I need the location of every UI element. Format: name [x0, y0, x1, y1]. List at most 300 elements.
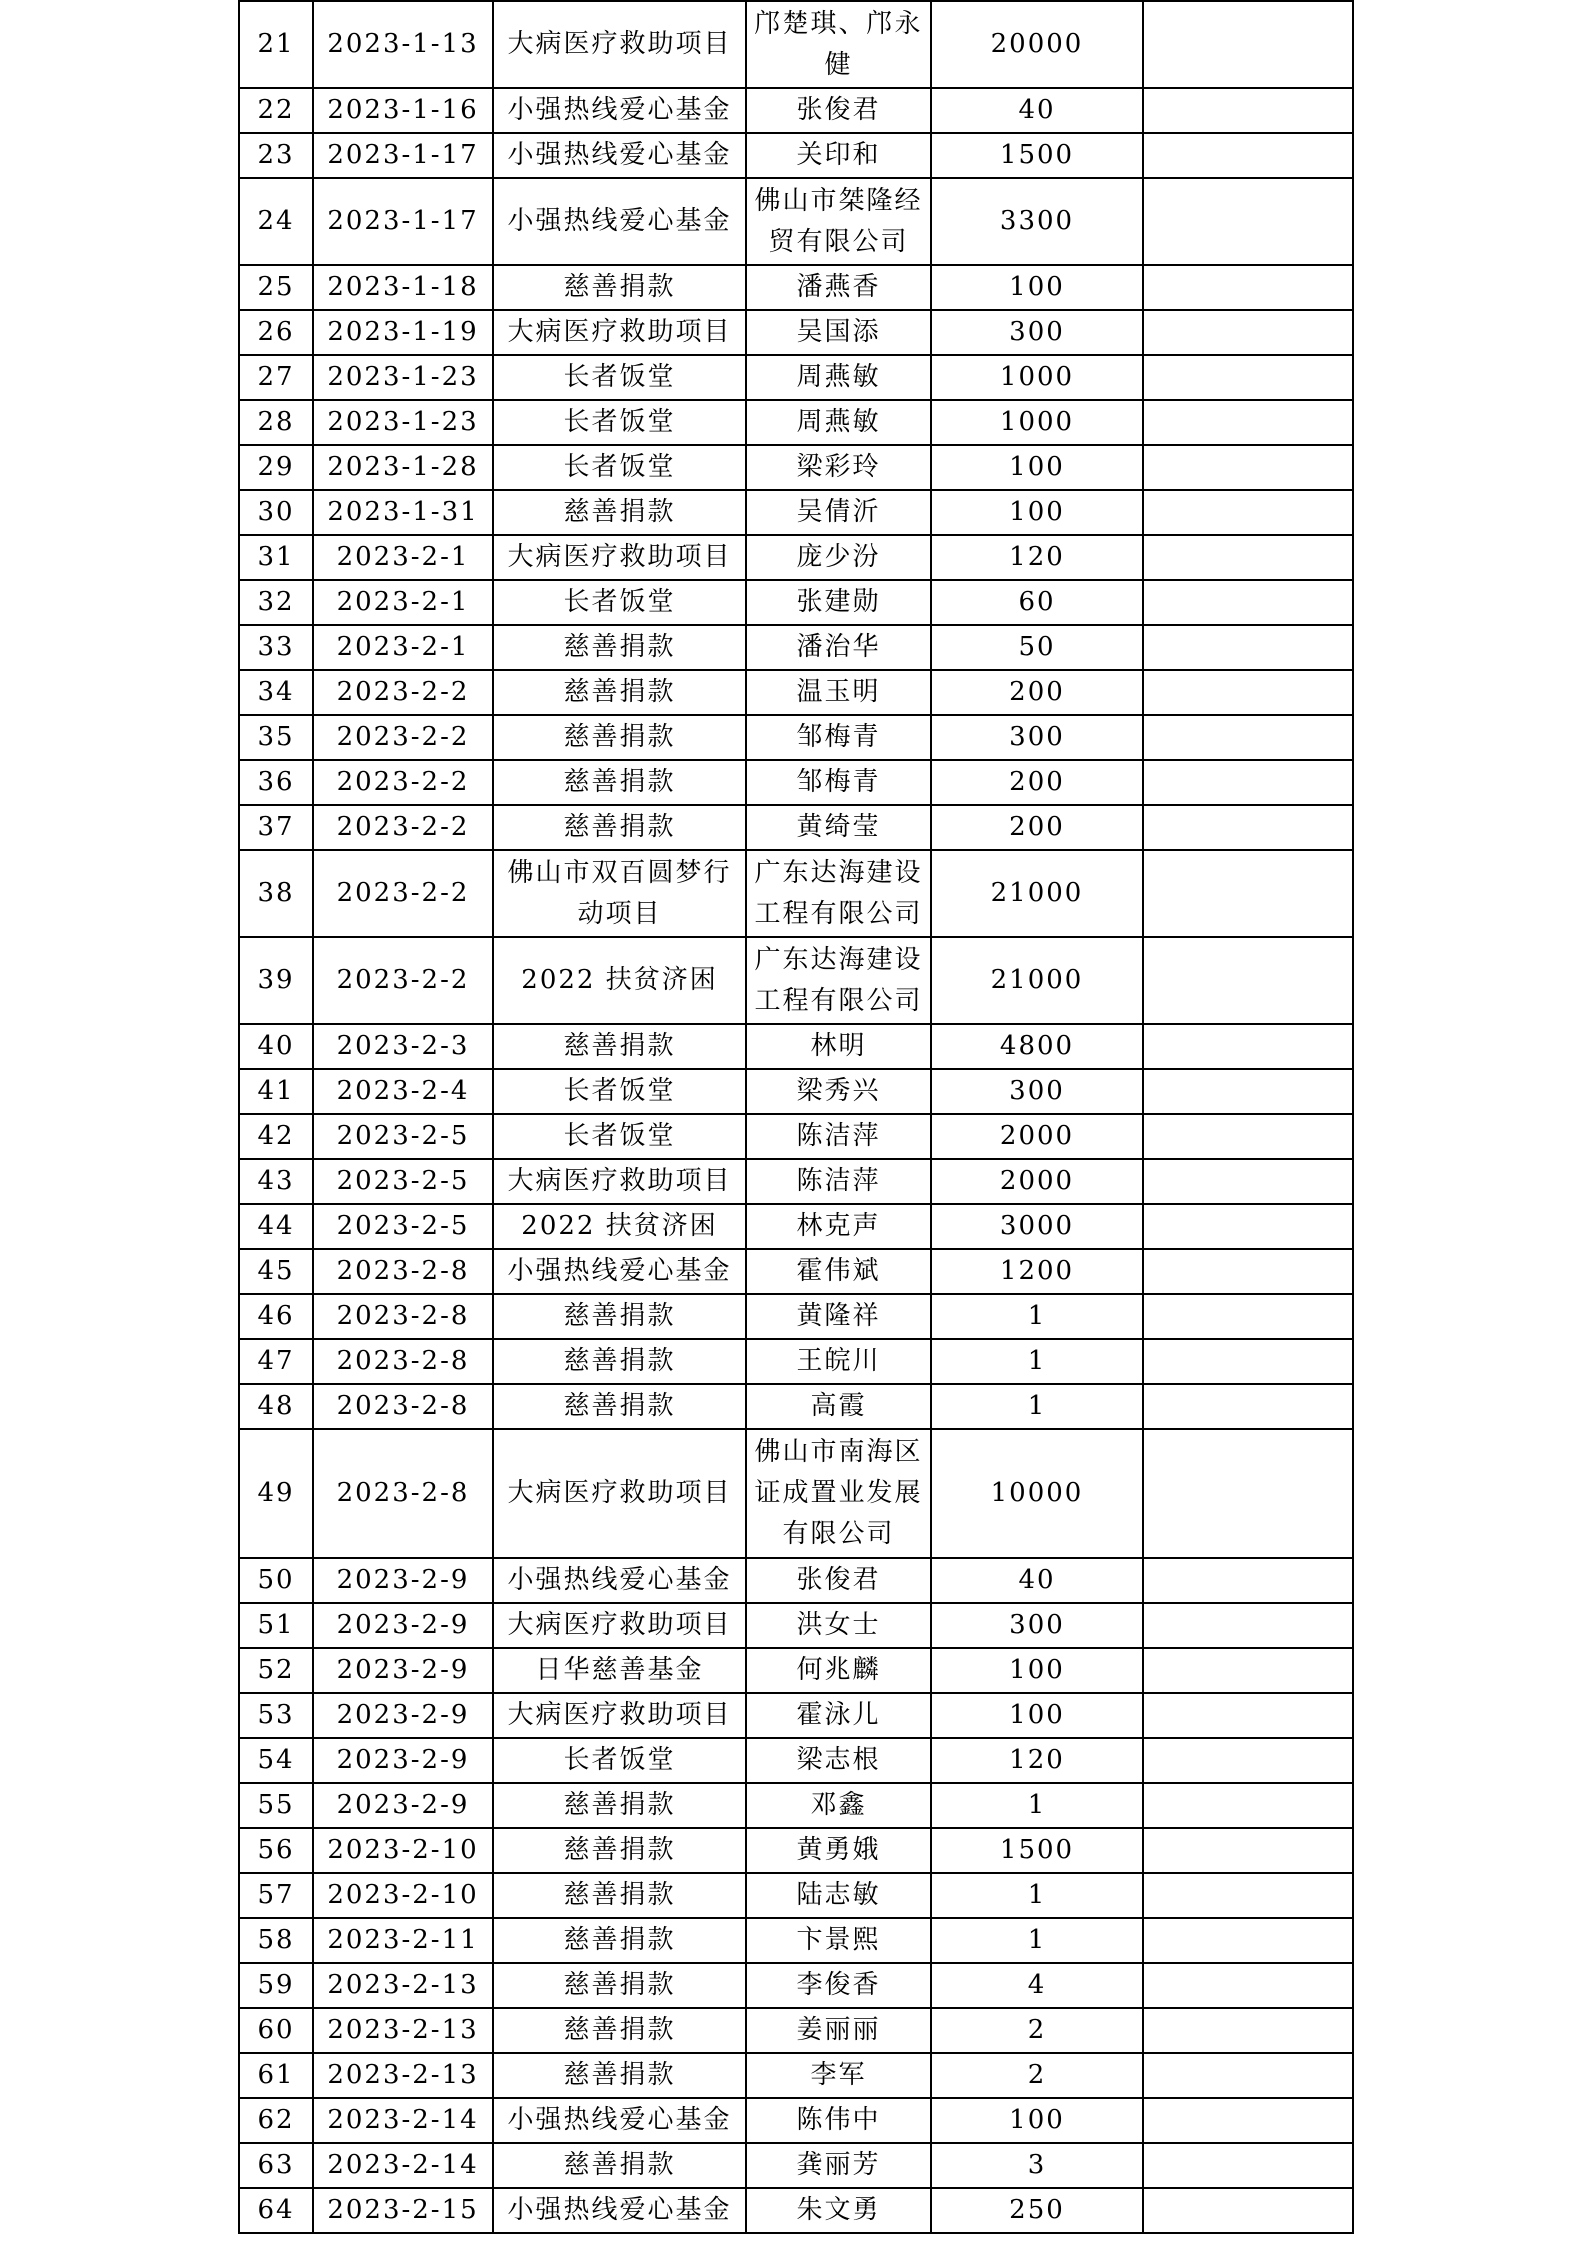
date-cell: 2023-1-19 — [313, 310, 493, 355]
date-cell: 2023-1-18 — [313, 265, 493, 310]
note-cell — [1143, 1204, 1353, 1249]
row-number-cell: 49 — [239, 1429, 313, 1558]
donor-cell: 梁彩玲 — [746, 445, 931, 490]
donor-cell: 邓鑫 — [746, 1783, 931, 1828]
donor-cell: 黄勇娥 — [746, 1828, 931, 1873]
note-cell — [1143, 2188, 1353, 2233]
row-number-cell: 26 — [239, 310, 313, 355]
note-cell — [1143, 1648, 1353, 1693]
table-row — [239, 1693, 1353, 1738]
amount-cell: 1 — [931, 1339, 1143, 1384]
table-row — [239, 670, 1353, 715]
date-cell: 2023-2-2 — [313, 715, 493, 760]
table-row — [239, 178, 1353, 265]
row-number-cell: 53 — [239, 1693, 313, 1738]
date-cell: 2023-2-1 — [313, 535, 493, 580]
table-row — [239, 715, 1353, 760]
row-number-cell: 31 — [239, 535, 313, 580]
amount-cell: 40 — [931, 88, 1143, 133]
row-number-cell: 29 — [239, 445, 313, 490]
row-number-cell: 46 — [239, 1294, 313, 1339]
project-cell: 慈善捐款 — [493, 265, 746, 310]
table-row — [239, 355, 1353, 400]
note-cell — [1143, 1783, 1353, 1828]
donor-cell: 龚丽芳 — [746, 2143, 931, 2188]
note-cell — [1143, 1159, 1353, 1204]
row-number-cell: 27 — [239, 355, 313, 400]
table-row — [239, 445, 1353, 490]
table-row — [239, 1783, 1353, 1828]
table-row — [239, 580, 1353, 625]
note-cell — [1143, 1, 1353, 88]
date-cell: 2023-1-16 — [313, 88, 493, 133]
amount-cell: 20000 — [931, 1, 1143, 88]
table-row — [239, 2008, 1353, 2053]
date-cell: 2023-2-2 — [313, 760, 493, 805]
amount-cell: 3300 — [931, 178, 1143, 265]
table-row — [239, 1828, 1353, 1873]
amount-cell: 200 — [931, 760, 1143, 805]
amount-cell: 300 — [931, 1069, 1143, 1114]
note-cell — [1143, 88, 1353, 133]
donor-cell: 梁志根 — [746, 1738, 931, 1783]
project-cell: 长者饭堂 — [493, 355, 746, 400]
donor-cell: 张俊君 — [746, 1558, 931, 1603]
note-cell — [1143, 1114, 1353, 1159]
table-row — [239, 760, 1353, 805]
table-row — [239, 1873, 1353, 1918]
date-cell: 2023-2-8 — [313, 1384, 493, 1429]
donor-cell: 张建勋 — [746, 580, 931, 625]
note-cell — [1143, 1294, 1353, 1339]
project-cell: 慈善捐款 — [493, 1294, 746, 1339]
project-cell: 慈善捐款 — [493, 1339, 746, 1384]
amount-cell: 120 — [931, 535, 1143, 580]
date-cell: 2023-2-11 — [313, 1918, 493, 1963]
amount-cell: 10000 — [931, 1429, 1143, 1558]
note-cell — [1143, 1069, 1353, 1114]
donor-cell: 陈伟中 — [746, 2098, 931, 2143]
amount-cell: 3000 — [931, 1204, 1143, 1249]
row-number-cell: 30 — [239, 490, 313, 535]
project-cell: 2022 扶贫济困 — [493, 937, 746, 1024]
row-number-cell: 55 — [239, 1783, 313, 1828]
date-cell: 2023-2-8 — [313, 1249, 493, 1294]
donor-cell: 洪女士 — [746, 1603, 931, 1648]
amount-cell: 1200 — [931, 1249, 1143, 1294]
donor-cell: 卞景熙 — [746, 1918, 931, 1963]
row-number-cell: 48 — [239, 1384, 313, 1429]
donor-cell: 吴倩沂 — [746, 490, 931, 535]
donor-cell: 梁秀兴 — [746, 1069, 931, 1114]
amount-cell: 100 — [931, 445, 1143, 490]
row-number-cell: 23 — [239, 133, 313, 178]
table-row — [239, 2098, 1353, 2143]
date-cell: 2023-2-2 — [313, 670, 493, 715]
table-row — [239, 265, 1353, 310]
date-cell: 2023-2-8 — [313, 1294, 493, 1339]
row-number-cell: 45 — [239, 1249, 313, 1294]
date-cell: 2023-2-15 — [313, 2188, 493, 2233]
row-number-cell: 34 — [239, 670, 313, 715]
table-row — [239, 937, 1353, 1024]
project-cell: 大病医疗救助项目 — [493, 1429, 746, 1558]
donor-cell: 黄隆祥 — [746, 1294, 931, 1339]
project-cell: 慈善捐款 — [493, 625, 746, 670]
donor-cell: 陈洁萍 — [746, 1159, 931, 1204]
project-cell: 慈善捐款 — [493, 670, 746, 715]
row-number-cell: 42 — [239, 1114, 313, 1159]
donor-cell: 温玉明 — [746, 670, 931, 715]
project-cell: 长者饭堂 — [493, 580, 746, 625]
date-cell: 2023-2-14 — [313, 2098, 493, 2143]
project-cell: 大病医疗救助项目 — [493, 1159, 746, 1204]
note-cell — [1143, 1429, 1353, 1558]
donor-cell: 霍泳儿 — [746, 1693, 931, 1738]
note-cell — [1143, 265, 1353, 310]
row-number-cell: 41 — [239, 1069, 313, 1114]
table-row — [239, 1738, 1353, 1783]
table-row — [239, 1384, 1353, 1429]
amount-cell: 2000 — [931, 1114, 1143, 1159]
amount-cell: 2 — [931, 2053, 1143, 2098]
date-cell: 2023-2-5 — [313, 1114, 493, 1159]
project-cell: 大病医疗救助项目 — [493, 310, 746, 355]
note-cell — [1143, 1024, 1353, 1069]
date-cell: 2023-2-13 — [313, 2053, 493, 2098]
table-row — [239, 1558, 1353, 1603]
table-row — [239, 490, 1353, 535]
note-cell — [1143, 2098, 1353, 2143]
project-cell: 慈善捐款 — [493, 490, 746, 535]
table-row — [239, 1, 1353, 88]
amount-cell: 40 — [931, 1558, 1143, 1603]
amount-cell: 1500 — [931, 133, 1143, 178]
row-number-cell: 28 — [239, 400, 313, 445]
date-cell: 2023-2-4 — [313, 1069, 493, 1114]
project-cell: 小强热线爱心基金 — [493, 1249, 746, 1294]
row-number-cell: 59 — [239, 1963, 313, 2008]
amount-cell: 1 — [931, 1783, 1143, 1828]
table-row — [239, 805, 1353, 850]
date-cell: 2023-2-9 — [313, 1738, 493, 1783]
table-row — [239, 1339, 1353, 1384]
table-row — [239, 88, 1353, 133]
note-cell — [1143, 310, 1353, 355]
date-cell: 2023-1-17 — [313, 178, 493, 265]
amount-cell: 2000 — [931, 1159, 1143, 1204]
donor-cell: 吴国添 — [746, 310, 931, 355]
date-cell: 2023-1-23 — [313, 400, 493, 445]
donor-cell: 广东达海建设工程有限公司 — [746, 850, 931, 937]
date-cell: 2023-2-2 — [313, 805, 493, 850]
note-cell — [1143, 400, 1353, 445]
project-cell: 小强热线爱心基金 — [493, 88, 746, 133]
project-cell: 小强热线爱心基金 — [493, 2188, 746, 2233]
table-row — [239, 1963, 1353, 2008]
table-row — [239, 1648, 1353, 1693]
date-cell: 2023-2-2 — [313, 850, 493, 937]
note-cell — [1143, 1558, 1353, 1603]
amount-cell: 100 — [931, 2098, 1143, 2143]
amount-cell: 4800 — [931, 1024, 1143, 1069]
row-number-cell: 37 — [239, 805, 313, 850]
project-cell: 长者饭堂 — [493, 1069, 746, 1114]
donor-cell: 高霞 — [746, 1384, 931, 1429]
table-row — [239, 133, 1353, 178]
project-cell: 佛山市双百圆梦行动项目 — [493, 850, 746, 937]
table-row — [239, 1159, 1353, 1204]
project-cell: 慈善捐款 — [493, 1963, 746, 2008]
date-cell: 2023-2-1 — [313, 625, 493, 670]
row-number-cell: 21 — [239, 1, 313, 88]
date-cell: 2023-2-2 — [313, 937, 493, 1024]
row-number-cell: 57 — [239, 1873, 313, 1918]
amount-cell: 300 — [931, 310, 1143, 355]
amount-cell: 21000 — [931, 937, 1143, 1024]
donation-table — [238, 0, 1354, 2234]
donation-table-body — [239, 1, 1353, 2233]
table-row — [239, 1024, 1353, 1069]
row-number-cell: 63 — [239, 2143, 313, 2188]
row-number-cell: 54 — [239, 1738, 313, 1783]
donor-cell: 潘燕香 — [746, 265, 931, 310]
note-cell — [1143, 1963, 1353, 2008]
note-cell — [1143, 1693, 1353, 1738]
donor-cell: 广东达海建设工程有限公司 — [746, 937, 931, 1024]
note-cell — [1143, 1603, 1353, 1648]
row-number-cell: 39 — [239, 937, 313, 1024]
date-cell: 2023-2-8 — [313, 1429, 493, 1558]
row-number-cell: 60 — [239, 2008, 313, 2053]
row-number-cell: 64 — [239, 2188, 313, 2233]
date-cell: 2023-2-10 — [313, 1873, 493, 1918]
amount-cell: 200 — [931, 670, 1143, 715]
project-cell: 慈善捐款 — [493, 715, 746, 760]
note-cell — [1143, 445, 1353, 490]
date-cell: 2023-2-8 — [313, 1339, 493, 1384]
project-cell: 慈善捐款 — [493, 1918, 746, 1963]
donor-cell: 潘治华 — [746, 625, 931, 670]
row-number-cell: 40 — [239, 1024, 313, 1069]
amount-cell: 21000 — [931, 850, 1143, 937]
table-row — [239, 1249, 1353, 1294]
note-cell — [1143, 2008, 1353, 2053]
project-cell: 长者饭堂 — [493, 1738, 746, 1783]
donor-cell: 姜丽丽 — [746, 2008, 931, 2053]
date-cell: 2023-1-31 — [313, 490, 493, 535]
row-number-cell: 24 — [239, 178, 313, 265]
date-cell: 2023-2-9 — [313, 1603, 493, 1648]
donor-cell: 邹梅青 — [746, 715, 931, 760]
amount-cell: 50 — [931, 625, 1143, 670]
donor-cell: 朱文勇 — [746, 2188, 931, 2233]
table-row — [239, 1294, 1353, 1339]
date-cell: 2023-2-3 — [313, 1024, 493, 1069]
amount-cell: 1 — [931, 1294, 1143, 1339]
table-row — [239, 1918, 1353, 1963]
date-cell: 2023-1-13 — [313, 1, 493, 88]
donor-cell: 邹梅青 — [746, 760, 931, 805]
row-number-cell: 47 — [239, 1339, 313, 1384]
note-cell — [1143, 625, 1353, 670]
project-cell: 小强热线爱心基金 — [493, 133, 746, 178]
note-cell — [1143, 850, 1353, 937]
donor-cell: 林明 — [746, 1024, 931, 1069]
table-row — [239, 1603, 1353, 1648]
note-cell — [1143, 1873, 1353, 1918]
row-number-cell: 35 — [239, 715, 313, 760]
note-cell — [1143, 670, 1353, 715]
amount-cell: 250 — [931, 2188, 1143, 2233]
amount-cell: 1500 — [931, 1828, 1143, 1873]
amount-cell: 100 — [931, 1648, 1143, 1693]
date-cell: 2023-2-5 — [313, 1159, 493, 1204]
project-cell: 2022 扶贫济困 — [493, 1204, 746, 1249]
donor-cell: 何兆麟 — [746, 1648, 931, 1693]
amount-cell: 3 — [931, 2143, 1143, 2188]
project-cell: 大病医疗救助项目 — [493, 1693, 746, 1738]
project-cell: 慈善捐款 — [493, 1828, 746, 1873]
donor-cell: 周燕敏 — [746, 355, 931, 400]
amount-cell: 1000 — [931, 355, 1143, 400]
row-number-cell: 33 — [239, 625, 313, 670]
table-row — [239, 535, 1353, 580]
amount-cell: 1000 — [931, 400, 1143, 445]
amount-cell: 100 — [931, 1693, 1143, 1738]
table-row — [239, 2188, 1353, 2233]
amount-cell: 1 — [931, 1873, 1143, 1918]
amount-cell: 100 — [931, 490, 1143, 535]
donor-cell: 张俊君 — [746, 88, 931, 133]
note-cell — [1143, 1828, 1353, 1873]
donor-cell: 陈洁萍 — [746, 1114, 931, 1159]
table-row — [239, 2143, 1353, 2188]
amount-cell: 1 — [931, 1918, 1143, 1963]
row-number-cell: 44 — [239, 1204, 313, 1249]
date-cell: 2023-2-1 — [313, 580, 493, 625]
project-cell: 小强热线爱心基金 — [493, 178, 746, 265]
date-cell: 2023-2-9 — [313, 1558, 493, 1603]
note-cell — [1143, 2143, 1353, 2188]
amount-cell: 100 — [931, 265, 1143, 310]
note-cell — [1143, 760, 1353, 805]
date-cell: 2023-1-23 — [313, 355, 493, 400]
amount-cell: 1 — [931, 1384, 1143, 1429]
donor-cell: 佛山市桀隆经贸有限公司 — [746, 178, 931, 265]
donor-cell: 陆志敏 — [746, 1873, 931, 1918]
note-cell — [1143, 133, 1353, 178]
note-cell — [1143, 355, 1353, 400]
amount-cell: 200 — [931, 805, 1143, 850]
row-number-cell: 32 — [239, 580, 313, 625]
donor-cell: 周燕敏 — [746, 400, 931, 445]
project-cell: 慈善捐款 — [493, 760, 746, 805]
date-cell: 2023-2-13 — [313, 1963, 493, 2008]
date-cell: 2023-2-9 — [313, 1783, 493, 1828]
note-cell — [1143, 1384, 1353, 1429]
row-number-cell: 51 — [239, 1603, 313, 1648]
project-cell: 慈善捐款 — [493, 1783, 746, 1828]
project-cell: 长者饭堂 — [493, 400, 746, 445]
table-row — [239, 625, 1353, 670]
table-row — [239, 310, 1353, 355]
amount-cell: 60 — [931, 580, 1143, 625]
project-cell: 慈善捐款 — [493, 2053, 746, 2098]
date-cell: 2023-2-9 — [313, 1693, 493, 1738]
row-number-cell: 25 — [239, 265, 313, 310]
row-number-cell: 58 — [239, 1918, 313, 1963]
table-row — [239, 2053, 1353, 2098]
project-cell: 长者饭堂 — [493, 1114, 746, 1159]
project-cell: 小强热线爱心基金 — [493, 2098, 746, 2143]
note-cell — [1143, 490, 1353, 535]
project-cell: 慈善捐款 — [493, 2143, 746, 2188]
table-row — [239, 850, 1353, 937]
donor-cell: 王皖川 — [746, 1339, 931, 1384]
note-cell — [1143, 1738, 1353, 1783]
row-number-cell: 61 — [239, 2053, 313, 2098]
note-cell — [1143, 1918, 1353, 1963]
note-cell — [1143, 715, 1353, 760]
table-row — [239, 1204, 1353, 1249]
amount-cell: 2 — [931, 2008, 1143, 2053]
note-cell — [1143, 535, 1353, 580]
date-cell: 2023-2-14 — [313, 2143, 493, 2188]
note-cell — [1143, 805, 1353, 850]
donor-cell: 庞少汾 — [746, 535, 931, 580]
row-number-cell: 38 — [239, 850, 313, 937]
row-number-cell: 62 — [239, 2098, 313, 2143]
note-cell — [1143, 937, 1353, 1024]
amount-cell: 120 — [931, 1738, 1143, 1783]
amount-cell: 300 — [931, 715, 1143, 760]
project-cell: 慈善捐款 — [493, 805, 746, 850]
donor-cell: 林克声 — [746, 1204, 931, 1249]
donor-cell: 李俊香 — [746, 1963, 931, 2008]
table-row — [239, 400, 1353, 445]
table-row — [239, 1114, 1353, 1159]
donor-cell: 佛山市南海区证成置业发展有限公司 — [746, 1429, 931, 1558]
donor-cell: 邝楚琪、邝永健 — [746, 1, 931, 88]
project-cell: 慈善捐款 — [493, 1873, 746, 1918]
date-cell: 2023-1-28 — [313, 445, 493, 490]
amount-cell: 4 — [931, 1963, 1143, 2008]
donor-cell: 黄绮莹 — [746, 805, 931, 850]
note-cell — [1143, 580, 1353, 625]
date-cell: 2023-2-9 — [313, 1648, 493, 1693]
project-cell: 慈善捐款 — [493, 1024, 746, 1069]
date-cell: 2023-2-13 — [313, 2008, 493, 2053]
note-cell — [1143, 178, 1353, 265]
project-cell: 大病医疗救助项目 — [493, 1603, 746, 1648]
project-cell: 大病医疗救助项目 — [493, 535, 746, 580]
note-cell — [1143, 1249, 1353, 1294]
date-cell: 2023-2-5 — [313, 1204, 493, 1249]
row-number-cell: 36 — [239, 760, 313, 805]
table-row — [239, 1429, 1353, 1558]
date-cell: 2023-1-17 — [313, 133, 493, 178]
project-cell: 慈善捐款 — [493, 2008, 746, 2053]
row-number-cell: 52 — [239, 1648, 313, 1693]
project-cell: 小强热线爱心基金 — [493, 1558, 746, 1603]
project-cell: 日华慈善基金 — [493, 1648, 746, 1693]
table-row — [239, 1069, 1353, 1114]
date-cell: 2023-2-10 — [313, 1828, 493, 1873]
donor-cell: 霍伟斌 — [746, 1249, 931, 1294]
donor-cell: 李军 — [746, 2053, 931, 2098]
note-cell — [1143, 2053, 1353, 2098]
